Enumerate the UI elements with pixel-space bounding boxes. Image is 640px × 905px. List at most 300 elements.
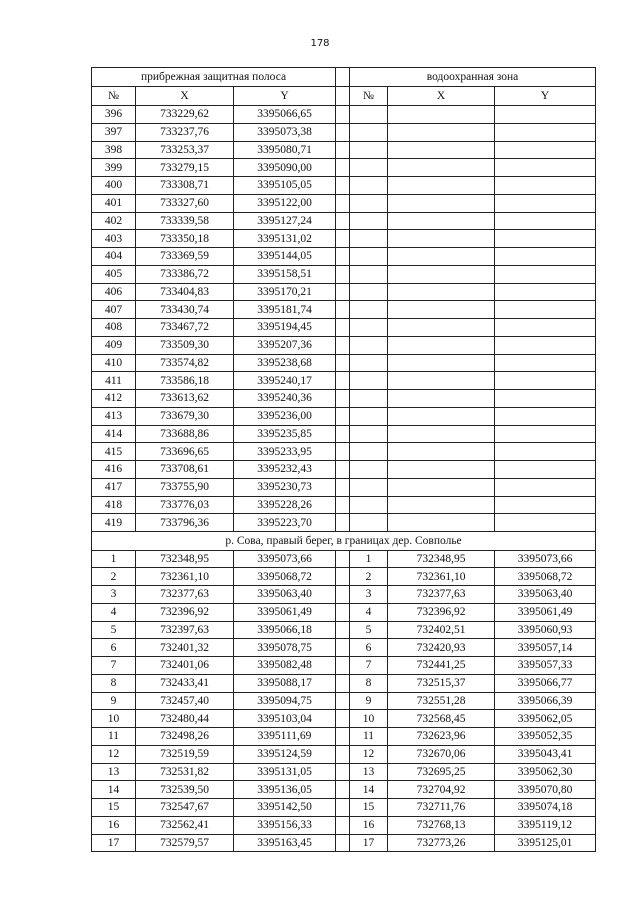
y-coordinate: 3395094,75 [234,692,336,710]
x-coordinate: 733679,30 [136,407,234,425]
x-coordinate: 733796,36 [136,514,234,532]
point-number: 15 [350,799,388,817]
y-coordinate: 3395057,14 [495,639,596,657]
x-coordinate: 732361,10 [136,568,234,586]
table-row [92,319,596,337]
point-number: 408 [92,319,136,337]
empty-cell [388,443,495,461]
column-separator [336,621,350,639]
table-row [92,425,596,443]
column-separator [336,141,350,159]
x-coordinate: 732519,59 [136,745,234,763]
point-number: 13 [92,763,136,781]
empty-cell [495,425,596,443]
y-coordinate: 3395105,05 [234,177,336,195]
y-coordinate: 3395232,43 [234,461,336,479]
y-coordinate: 3395127,24 [234,212,336,230]
y-coordinate: 3395066,65 [234,106,336,124]
column-separator [336,514,350,532]
x-coordinate: 732420,93 [388,639,495,657]
right-x-header: X [388,87,495,106]
table-row [92,674,596,692]
empty-cell [495,372,596,390]
column-separator [336,586,350,604]
y-coordinate: 3395060,93 [495,621,596,639]
y-coordinate: 3395057,33 [495,657,596,675]
point-number: 5 [350,621,388,639]
x-coordinate: 733404,83 [136,283,234,301]
x-coordinate: 733279,15 [136,159,234,177]
x-coordinate: 733237,76 [136,123,234,141]
y-coordinate: 3395061,49 [234,603,336,621]
empty-cell [495,230,596,248]
point-number: 396 [92,106,136,124]
empty-cell [388,514,495,532]
y-coordinate: 3395062,30 [495,763,596,781]
point-number: 4 [350,603,388,621]
empty-cell [495,390,596,408]
x-coordinate: 732433,41 [136,674,234,692]
empty-cell [388,159,495,177]
table-row [92,745,596,763]
x-coordinate: 733509,30 [136,336,234,354]
y-coordinate: 3395124,59 [234,745,336,763]
left-y-header: Y [234,87,336,106]
x-coordinate: 732539,50 [136,781,234,799]
column-separator [336,354,350,372]
x-coordinate: 732551,28 [388,692,495,710]
column-separator [336,68,350,87]
table-row [92,586,596,604]
empty-cell [388,354,495,372]
empty-cell [388,194,495,212]
empty-cell [388,336,495,354]
empty-cell [350,390,388,408]
x-coordinate: 733350,18 [136,230,234,248]
point-number: 419 [92,514,136,532]
y-coordinate: 3395066,39 [495,692,596,710]
empty-cell [350,265,388,283]
empty-cell [350,478,388,496]
y-coordinate: 3395066,18 [234,621,336,639]
y-coordinate: 3395142,50 [234,799,336,817]
column-separator [336,123,350,141]
column-separator [336,443,350,461]
column-separator [336,834,350,852]
y-coordinate: 3395235,85 [234,425,336,443]
y-coordinate: 3395238,68 [234,354,336,372]
column-separator [336,194,350,212]
point-number: 402 [92,212,136,230]
empty-cell [388,390,495,408]
point-number: 406 [92,283,136,301]
table-row [92,212,596,230]
empty-cell [350,141,388,159]
table-row [92,248,596,266]
point-number: 10 [350,710,388,728]
empty-cell [388,301,495,319]
empty-cell [388,123,495,141]
x-coordinate: 733386,72 [136,265,234,283]
column-separator [336,177,350,195]
y-coordinate: 3395131,02 [234,230,336,248]
empty-cell [350,194,388,212]
y-coordinate: 3395181,74 [234,301,336,319]
point-number: 16 [92,816,136,834]
group-header-row [92,68,596,87]
table-row [92,265,596,283]
table-row [92,123,596,141]
y-coordinate: 3395052,35 [495,728,596,746]
section-title: р. Сова, правый берег, в границах дер. Совполье [92,532,596,551]
column-separator [336,639,350,657]
point-number: 1 [92,550,136,568]
empty-cell [350,319,388,337]
empty-cell [495,336,596,354]
table-row [92,372,596,390]
x-coordinate: 732480,44 [136,710,234,728]
x-coordinate: 732348,95 [136,550,234,568]
x-coordinate: 733688,86 [136,425,234,443]
table-row [92,478,596,496]
table-row [92,639,596,657]
column-separator [336,550,350,568]
point-number: 405 [92,265,136,283]
left-x-header: X [136,87,234,106]
y-coordinate: 3395122,00 [234,194,336,212]
point-number: 12 [92,745,136,763]
point-number: 1 [350,550,388,568]
x-coordinate: 732401,32 [136,639,234,657]
x-coordinate: 732377,63 [388,586,495,604]
point-number: 404 [92,248,136,266]
point-number: 401 [92,194,136,212]
empty-cell [495,407,596,425]
column-separator [336,478,350,496]
point-number: 14 [350,781,388,799]
x-coordinate: 732579,57 [136,834,234,852]
y-coordinate: 3395111,69 [234,728,336,746]
table-row [92,283,596,301]
x-coordinate: 733776,03 [136,496,234,514]
point-number: 9 [92,692,136,710]
x-coordinate: 732402,51 [388,621,495,639]
x-coordinate: 732695,25 [388,763,495,781]
x-coordinate: 732768,13 [388,816,495,834]
y-coordinate: 3395240,17 [234,372,336,390]
empty-cell [350,407,388,425]
empty-cell [388,461,495,479]
empty-cell [495,443,596,461]
empty-cell [388,248,495,266]
column-separator [336,248,350,266]
point-number: 17 [92,834,136,852]
point-number: 403 [92,230,136,248]
table-row [92,799,596,817]
x-coordinate: 732562,41 [136,816,234,834]
point-number: 2 [350,568,388,586]
x-coordinate: 733755,90 [136,478,234,496]
x-coordinate: 732515,37 [388,674,495,692]
column-separator [336,461,350,479]
y-coordinate: 3395144,05 [234,248,336,266]
x-coordinate: 732396,92 [136,603,234,621]
column-separator [336,568,350,586]
table-row [92,106,596,124]
x-coordinate: 733308,71 [136,177,234,195]
table-row [92,301,596,319]
empty-cell [350,461,388,479]
x-coordinate: 733467,72 [136,319,234,337]
point-number: 3 [350,586,388,604]
right-number-header: № [350,87,388,106]
empty-cell [350,159,388,177]
x-coordinate: 732457,40 [136,692,234,710]
empty-cell [495,301,596,319]
empty-cell [350,248,388,266]
point-number: 407 [92,301,136,319]
y-coordinate: 3395062,05 [495,710,596,728]
point-number: 11 [350,728,388,746]
x-coordinate: 732498,26 [136,728,234,746]
x-coordinate: 732531,82 [136,763,234,781]
x-coordinate: 732547,67 [136,799,234,817]
empty-cell [350,514,388,532]
table-row [92,550,596,568]
empty-cell [388,283,495,301]
x-coordinate: 732396,92 [388,603,495,621]
point-number: 414 [92,425,136,443]
point-number: 4 [92,603,136,621]
empty-cell [388,265,495,283]
column-separator [336,87,350,106]
column-separator [336,301,350,319]
empty-cell [495,212,596,230]
y-coordinate: 3395233,95 [234,443,336,461]
empty-cell [495,354,596,372]
table-row [92,159,596,177]
empty-cell [350,106,388,124]
y-coordinate: 3395066,77 [495,674,596,692]
x-coordinate: 732361,10 [388,568,495,586]
x-coordinate: 733708,61 [136,461,234,479]
y-coordinate: 3395073,66 [495,550,596,568]
y-coordinate: 3395240,36 [234,390,336,408]
column-separator [336,390,350,408]
point-number: 410 [92,354,136,372]
shore-protection-strip-header: прибрежная защитная полоса [92,68,336,87]
y-coordinate: 3395070,80 [495,781,596,799]
empty-cell [495,478,596,496]
point-number: 3 [92,586,136,604]
column-separator [336,425,350,443]
table-row [92,728,596,746]
column-separator [336,265,350,283]
point-number: 411 [92,372,136,390]
table-row [92,710,596,728]
column-separator [336,407,350,425]
point-number: 9 [350,692,388,710]
y-coordinate: 3395061,49 [495,603,596,621]
point-number: 416 [92,461,136,479]
empty-cell [388,372,495,390]
y-coordinate: 3395158,51 [234,265,336,283]
empty-cell [495,194,596,212]
empty-cell [495,159,596,177]
x-coordinate: 733253,37 [136,141,234,159]
column-separator [336,763,350,781]
empty-cell [350,354,388,372]
y-coordinate: 3395090,00 [234,159,336,177]
table-row [92,816,596,834]
point-number: 6 [92,639,136,657]
empty-cell [495,283,596,301]
column-separator [336,728,350,746]
y-coordinate: 3395223,70 [234,514,336,532]
column-separator [336,781,350,799]
x-coordinate: 732397,63 [136,621,234,639]
x-coordinate: 732773,26 [388,834,495,852]
table-row [92,354,596,372]
table-row [92,603,596,621]
column-separator [336,799,350,817]
empty-cell [388,230,495,248]
point-number: 17 [350,834,388,852]
right-y-header: Y [495,87,596,106]
column-separator [336,692,350,710]
empty-cell [495,177,596,195]
y-coordinate: 3395163,45 [234,834,336,852]
point-number: 15 [92,799,136,817]
empty-cell [350,496,388,514]
empty-cell [350,301,388,319]
empty-cell [388,106,495,124]
point-number: 412 [92,390,136,408]
y-coordinate: 3395088,17 [234,674,336,692]
point-number: 415 [92,443,136,461]
x-coordinate: 733430,74 [136,301,234,319]
point-number: 409 [92,336,136,354]
column-separator [336,212,350,230]
x-coordinate: 733339,58 [136,212,234,230]
column-separator [336,230,350,248]
point-number: 399 [92,159,136,177]
empty-cell [495,496,596,514]
empty-cell [495,319,596,337]
empty-cell [388,407,495,425]
empty-cell [495,248,596,266]
point-number: 413 [92,407,136,425]
table-row [92,390,596,408]
empty-cell [350,336,388,354]
table-row [92,514,596,532]
y-coordinate: 3395082,48 [234,657,336,675]
empty-cell [350,177,388,195]
table-row [92,781,596,799]
point-number: 8 [92,674,136,692]
point-number: 5 [92,621,136,639]
empty-cell [350,283,388,301]
x-coordinate: 733574,82 [136,354,234,372]
y-coordinate: 3395063,40 [495,586,596,604]
point-number: 398 [92,141,136,159]
point-number: 397 [92,123,136,141]
column-separator [336,816,350,834]
column-separator [336,372,350,390]
x-coordinate: 732704,92 [388,781,495,799]
point-number: 13 [350,763,388,781]
y-coordinate: 3395136,05 [234,781,336,799]
x-coordinate: 732377,63 [136,586,234,604]
empty-cell [388,425,495,443]
column-separator [336,496,350,514]
y-coordinate: 3395043,41 [495,745,596,763]
empty-cell [350,212,388,230]
empty-cell [350,230,388,248]
point-number: 12 [350,745,388,763]
x-coordinate: 733696,65 [136,443,234,461]
empty-cell [388,496,495,514]
coordinates-table [91,67,596,852]
x-coordinate: 732348,95 [388,550,495,568]
y-coordinate: 3395074,18 [495,799,596,817]
table-row [92,336,596,354]
x-coordinate: 733369,59 [136,248,234,266]
y-coordinate: 3395068,72 [495,568,596,586]
y-coordinate: 3395103,04 [234,710,336,728]
table-row [92,230,596,248]
table-row [92,461,596,479]
y-coordinate: 3395207,36 [234,336,336,354]
point-number: 400 [92,177,136,195]
x-coordinate: 732711,76 [388,799,495,817]
point-number: 6 [350,639,388,657]
column-header-row [92,87,596,106]
column-separator [336,106,350,124]
table-row [92,763,596,781]
empty-cell [388,141,495,159]
empty-cell [350,123,388,141]
table-row [92,496,596,514]
column-separator [336,710,350,728]
y-coordinate: 3395230,73 [234,478,336,496]
point-number: 417 [92,478,136,496]
x-coordinate: 733229,62 [136,106,234,124]
table-row [92,141,596,159]
y-coordinate: 3395125,01 [495,834,596,852]
point-number: 8 [350,674,388,692]
point-number: 10 [92,710,136,728]
table-row [92,621,596,639]
column-separator [336,657,350,675]
y-coordinate: 3395228,26 [234,496,336,514]
table-row [92,692,596,710]
y-coordinate: 3395131,05 [234,763,336,781]
water-protection-zone-header: водоохранная зона [350,68,596,87]
x-coordinate: 732568,45 [388,710,495,728]
empty-cell [495,141,596,159]
point-number: 2 [92,568,136,586]
y-coordinate: 3395073,66 [234,550,336,568]
x-coordinate: 732623,96 [388,728,495,746]
section-title-row [92,532,596,551]
y-coordinate: 3395078,75 [234,639,336,657]
y-coordinate: 3395194,45 [234,319,336,337]
y-coordinate: 3395119,12 [495,816,596,834]
table-row [92,194,596,212]
y-coordinate: 3395073,38 [234,123,336,141]
point-number: 11 [92,728,136,746]
